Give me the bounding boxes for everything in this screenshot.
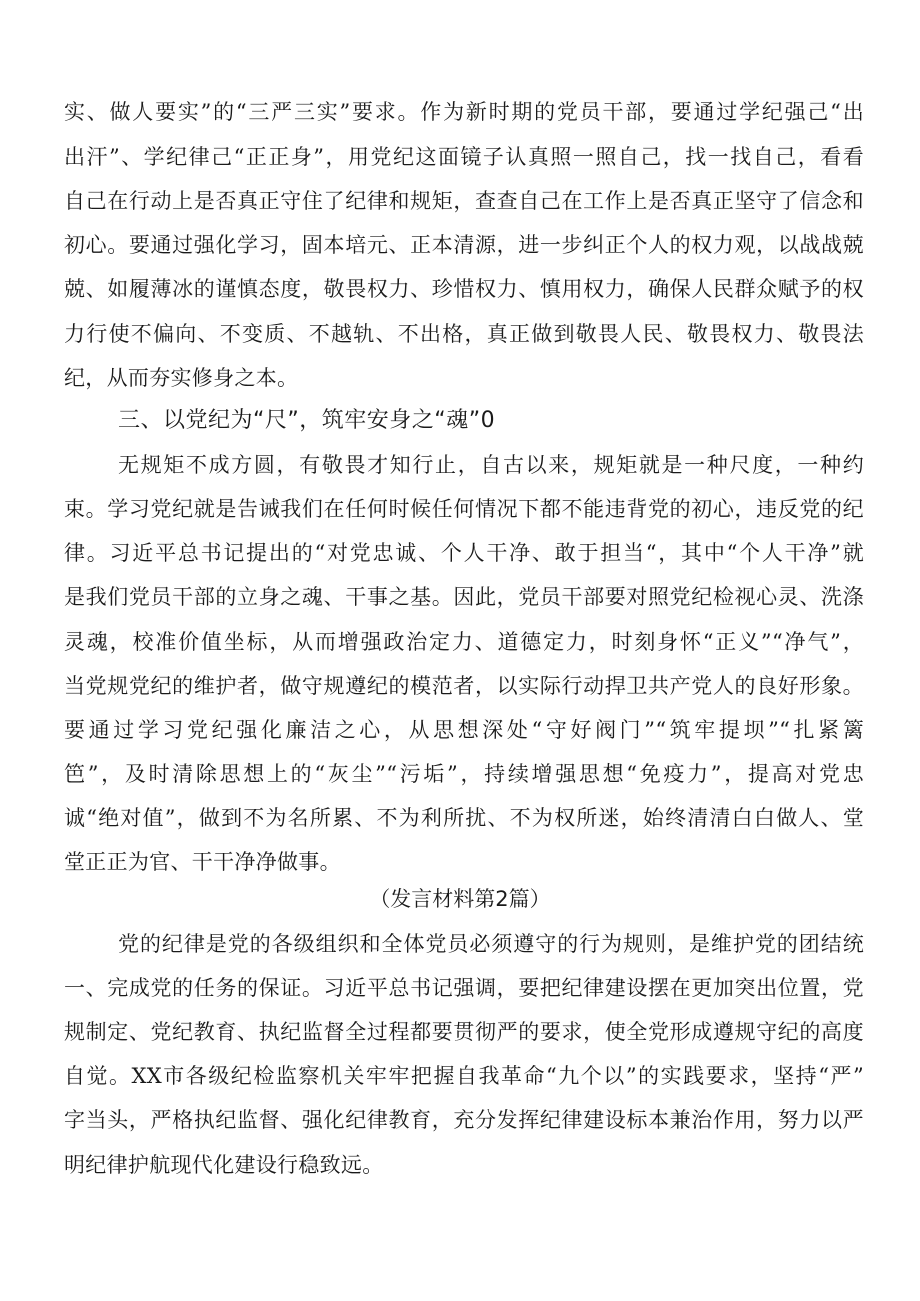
text-line: 规制定、党纪教育、执纪监督全过程都要贯彻严的要求，使全党形成遵规守纪的高度 — [64, 1020, 864, 1044]
text-line: 灵魂，校准价值坐标，从而增强政治定力、道德定力，时刻身怀“正义”“净气”， — [64, 630, 864, 654]
text-line: 笆”，及时清除思想上的“灰尘”“污垢”，持续增强思想“免疫力”，提高对党忠 — [64, 762, 864, 786]
text-line: 自觉。XX市各级纪检监察机关牢牢把握自我革命“九个以”的实践要求，坚持“严” — [64, 1064, 864, 1088]
text-line: 堂正正为官、干干净净做事。 — [64, 850, 341, 874]
text-line: 无规矩不成方圆，有敬畏才知行止，自古以来，规矩就是一种尺度，一种约 — [118, 453, 864, 477]
text-line: 初心。要通过强化学习，固本培元、正本清源，进一步纠正个人的权力观，以战战兢 — [64, 233, 864, 257]
text-line: 党的纪律是党的各级组织和全体党员必须遵守的行为规则，是维护党的团结统 — [118, 932, 864, 956]
text-line: 律。习近平总书记提出的“对党忠诚、个人干净、敢于担当“，其中“个人干净”就 — [64, 541, 864, 565]
text-line: 束。学习党纪就是告诫我们在任何时候任何情况下都不能违背党的初心，违反党的纪 — [64, 497, 864, 521]
text-line: 诚“绝对值”，做到不为名所累、不为利所扰、不为权所迷，始终清清白白做人、堂 — [64, 806, 864, 830]
text-line: 要通过学习党纪强化廉洁之心，从思想深处“守好阀门”“筑牢提坝”“扎紧篱 — [64, 718, 864, 742]
text-line: 出汗”、学纪律己“正正身”，用党纪这面镜子认真照一照自己，找一找自己，看看 — [64, 145, 864, 169]
section-heading: 三、以党纪为“尺”，筑牢安身之“魂”0 — [118, 408, 496, 433]
text-line: 兢、如履薄冰的谨慎态度，敬畏权力、珍惜权力、慎用权力，确保人民群众赋予的权 — [64, 277, 864, 301]
text-line: 字当头，严格执纪监督、强化纪律教育，充分发挥纪律建设标本兼治作用，努力以严 — [64, 1108, 864, 1132]
text-line: 明纪律护航现代化建设行稳致远。 — [64, 1153, 384, 1177]
text-line: 一、完成党的任务的保证。习近平总书记强调，要把纪律建设摆在更加突出位置，党 — [64, 976, 864, 1000]
text-line: 实、做人要实”的“三严三实”要求。作为新时期的党员干部，要通过学纪强己“出 — [64, 100, 864, 124]
text-line: 力行使不偏向、不变质、不越轨、不出格，真正做到敬畏人民、敬畏权力、敬畏法 — [64, 322, 864, 346]
part-heading: （发言材料第2篇） — [369, 887, 551, 911]
text-line: 自己在行动上是否真正守住了纪律和规矩，查查自己在工作上是否真正坚守了信念和 — [64, 189, 864, 213]
text-line: 纪，从而夯实修身之本。 — [64, 366, 299, 390]
text-line: 当党规党纪的维护者，做守规遵纪的模范者，以实际行动捍卫共产党人的良好形象。 — [64, 674, 864, 698]
text-line: 是我们党员干部的立身之魂、干事之基。因此，党员干部要对照党纪检视心灵、洗涤 — [64, 585, 864, 609]
